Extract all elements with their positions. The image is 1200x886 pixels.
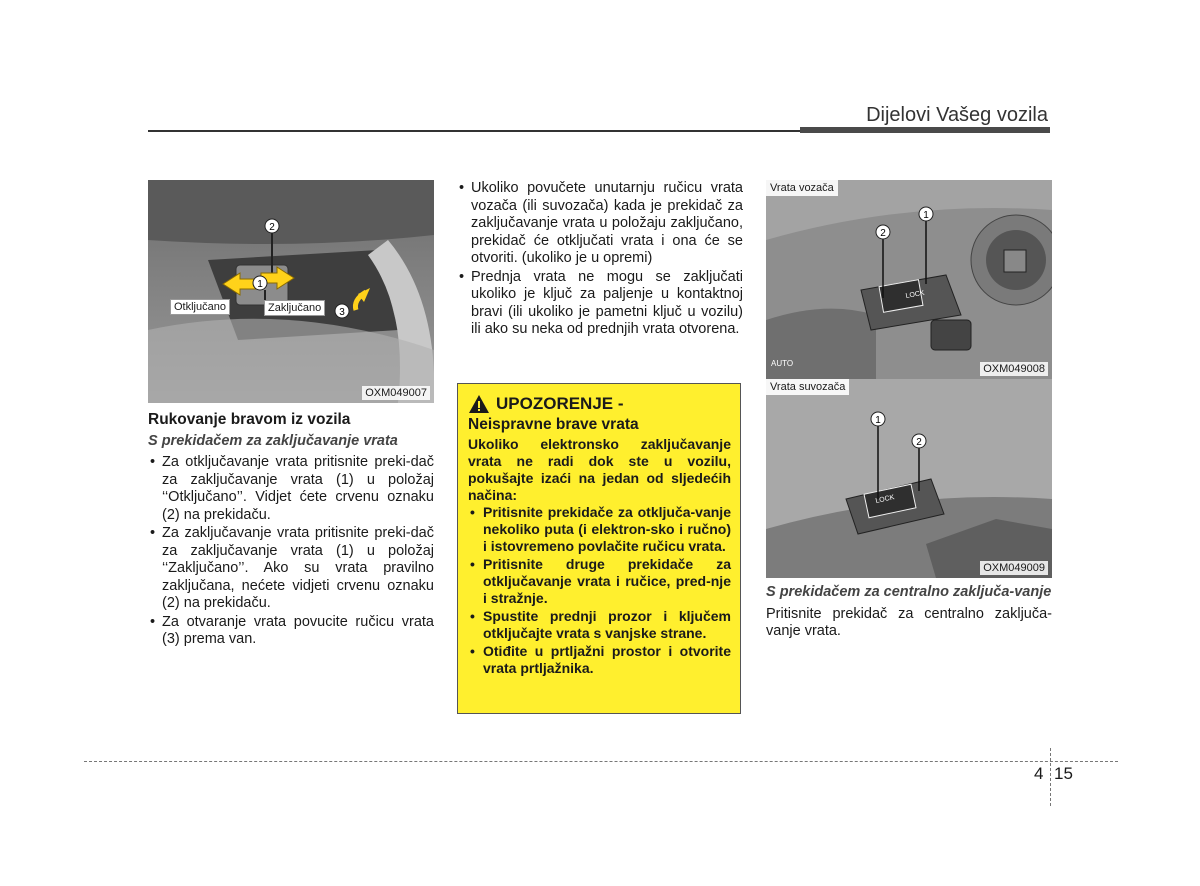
warning-subtitle: Neispravne brave vrata [468, 416, 639, 433]
warning-list [468, 504, 731, 677]
auto-button-label: AUTO [771, 359, 794, 368]
list-item: • Za zaključavanje vrata pritisnite preki-dač za zaključavanje vrata (1) u položaj ‘‘Zaključano’’. Ako su vrata pravilno zaključana, nećete vidjeti crvenu oznaku (2) na prekidaču. [148, 525, 434, 613]
instruction-list [148, 454, 434, 649]
callout-3: 3 [339, 307, 345, 318]
callout-1: 1 [875, 415, 881, 426]
header-rule [148, 130, 800, 132]
warning-box [457, 383, 741, 714]
column-1 [148, 180, 434, 650]
header-title: Dijelovi Vašeg vozila [866, 104, 1048, 126]
footer-rule [84, 761, 1118, 762]
callout-2: 2 [269, 222, 275, 233]
figure-passenger-door [766, 379, 1052, 578]
figure-door-handle [148, 180, 434, 403]
callout-1: 1 [923, 210, 929, 221]
list-item: • Ukoliko povučete unutarnju ručicu vrata vozača (ili suvozača) kada je prekidač za zaključavanje vrata u položaju zaključano, prekidač će otključati vrata i ona će se otvoriti. (ukoliko je u opremi) [457, 180, 743, 268]
list-item: • Spustite prednji prozor i ključem otključajte vrata s vanjske strane. [468, 608, 731, 642]
label-locked: Zaključano [264, 300, 325, 316]
list-item: • Za otvaranje vrata povucite ručicu vrata (3) prema van. [148, 614, 434, 649]
callout-2: 2 [916, 437, 922, 448]
info-list [457, 180, 743, 339]
figure-tag: Vrata vozača [766, 180, 838, 196]
callout-1: 1 [257, 279, 263, 290]
list-item: • Za otključavanje vrata pritisnite preki-dač za zaključavanje vrata (1) u položaj ‘‘Otključano’’. Vidjet ćete crvenu oznaku (2) na prekidaču. [148, 454, 434, 524]
section-subheading: S prekidačem za zaključavanje vrata [148, 432, 398, 449]
door-handle-illustration [148, 180, 434, 403]
list-item: • Pritisnite druge prekidače za otključavanje vrata i ručice, pred-nje i stražnje. [468, 556, 731, 607]
lock-button-label: LOCK [905, 289, 926, 300]
warning-title: UPOZORENJE - [496, 394, 624, 413]
list-item: • Prednja vrata ne mogu se zaključati ukoliko je ključ za paljenje u kontaktnoj bravi (ili ukoliko je pametni ključ u vozilu) ili ako su neka od prednjih vrata otvorena. [457, 269, 743, 339]
figure-code: OXM049009 [980, 561, 1048, 575]
section-subheading: S prekidačem za centralno zaključa-vanje [766, 584, 1052, 600]
lock-button-label: LOCK [874, 494, 896, 505]
header-bar [800, 127, 1050, 133]
figure-driver-door [766, 180, 1052, 379]
label-unlocked: Otključano [170, 299, 230, 315]
list-item: • Otiđite u prtljažni prostor i otvorite vrata prtljažnika. [468, 643, 731, 677]
chapter-number: 4 [1034, 764, 1044, 783]
warning-intro: Ukoliko elektronsko zaključavanje vrata ne radi dok ste u vozilu, pokušajte izaći na jedan od sljedećih načina: [468, 436, 731, 503]
warning-triangle-icon [468, 394, 490, 414]
figure-code: OXM049008 [980, 362, 1048, 376]
page-number: 15 [1054, 764, 1073, 783]
callout-2: 2 [880, 228, 886, 239]
figure-tag: Vrata suvozača [766, 379, 849, 395]
footer-divider [1050, 748, 1051, 806]
list-item: • Pritisnite prekidače za otključa-vanje nekoliko puta (i elektron-sko i ručno) i istovremeno povlačite ručicu vrata. [468, 504, 731, 555]
figure-code: OXM049007 [362, 386, 430, 400]
column-2 [457, 180, 743, 340]
section-text: Pritisnite prekidač za centralno zaključa-vanje vrata. [766, 605, 1052, 639]
section-heading: Rukovanje bravom iz vozila [148, 411, 351, 428]
driver-switch-illustration [766, 180, 1052, 379]
passenger-switch-illustration [766, 379, 1052, 578]
column-3 [766, 180, 1052, 641]
